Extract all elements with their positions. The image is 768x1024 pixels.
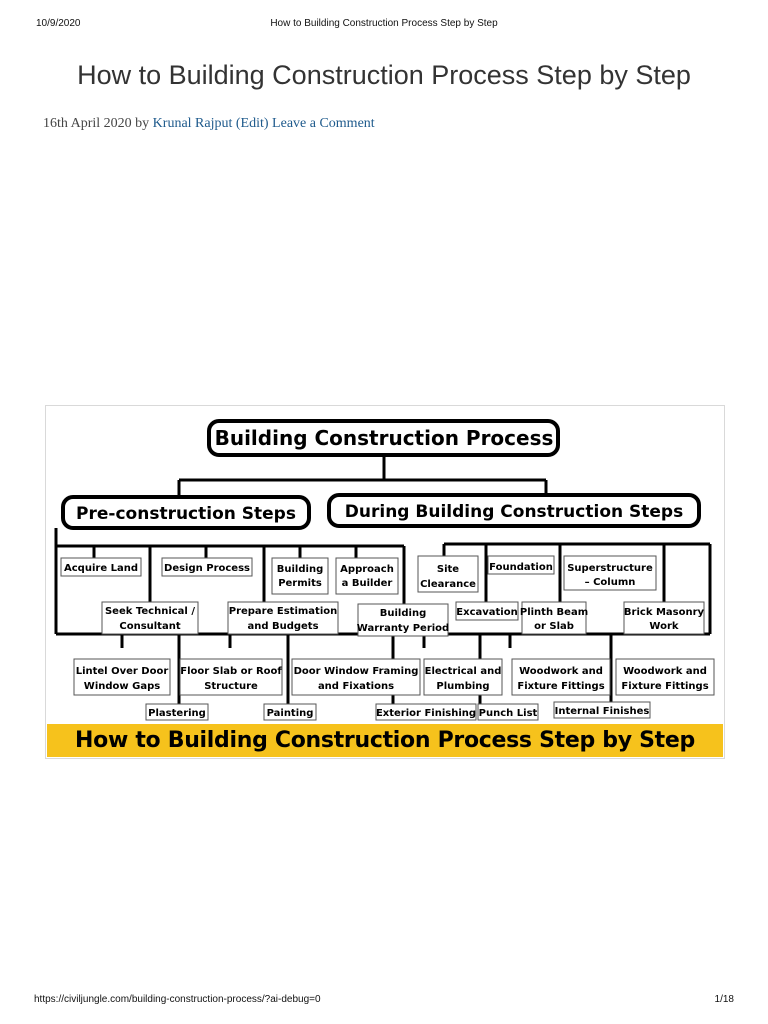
svg-text:Woodwork and: Woodwork and — [623, 666, 707, 677]
during-construction-label: During Building Construction Steps — [344, 502, 684, 522]
node-seek-technical — [102, 602, 198, 634]
node-lintel — [74, 659, 170, 695]
article-meta — [43, 116, 375, 132]
svg-text:a Builder: a Builder — [341, 578, 393, 589]
post-date: 16th April 2020 — [43, 116, 132, 131]
node-foundation — [488, 556, 554, 574]
svg-text:Design Process: Design Process — [164, 563, 250, 574]
pre-construction-label: Pre-construction Steps — [76, 504, 296, 524]
svg-text:Structure: Structure — [204, 681, 258, 692]
node-superstructure — [564, 556, 656, 590]
svg-text:Work: Work — [649, 621, 679, 632]
svg-text:Site: Site — [436, 564, 460, 575]
svg-text:Building: Building — [276, 564, 324, 575]
node-painting — [264, 704, 316, 720]
svg-text:Warranty Period: Warranty Period — [356, 623, 450, 634]
node-site-clearance — [418, 556, 478, 592]
svg-text:– Column: – Column — [584, 577, 636, 588]
page-number: 1/18 — [714, 994, 734, 1005]
svg-text:Foundation: Foundation — [489, 562, 553, 573]
by-label: by — [135, 116, 150, 131]
node-exterior-finishing — [376, 704, 476, 720]
leave-comment-link[interactable]: Leave a Comment — [272, 116, 375, 131]
svg-text:Woodwork and: Woodwork and — [519, 666, 603, 677]
svg-text:Electrical and: Electrical and — [424, 666, 502, 677]
svg-text:Plinth Beam: Plinth Beam — [519, 607, 589, 618]
node-plastering — [146, 704, 208, 720]
svg-text:Prepare Estimation: Prepare Estimation — [228, 606, 338, 617]
edit-link[interactable]: (Edit) — [235, 116, 269, 131]
svg-text:Brick Masonry: Brick Masonry — [623, 607, 705, 618]
svg-text:and Budgets: and Budgets — [247, 621, 319, 632]
construction-process-diagram — [45, 405, 725, 759]
node-plinth-beam — [520, 602, 588, 634]
print-url: https://civiljungle.com/building-construction-process/?ai-debug=0 — [34, 994, 321, 1005]
print-date: 10/9/2020 — [36, 18, 81, 29]
svg-text:Acquire Land: Acquire Land — [64, 563, 138, 574]
step-nodes — [61, 556, 714, 720]
svg-text:Plastering: Plastering — [148, 708, 206, 719]
node-design-process — [162, 558, 252, 576]
print-header-title: How to Building Construction Process Step by Step — [270, 18, 498, 29]
node-building-permits — [272, 558, 328, 594]
svg-text:Plumbing: Plumbing — [436, 681, 490, 692]
svg-text:and Fixations: and Fixations — [317, 681, 395, 692]
svg-text:Consultant: Consultant — [119, 621, 181, 632]
svg-text:Punch List: Punch List — [478, 708, 538, 719]
author-link[interactable]: Krunal Rajput — [152, 116, 233, 131]
svg-text:Lintel Over Door: Lintel Over Door — [75, 666, 169, 677]
svg-text:Approach: Approach — [340, 564, 394, 575]
svg-text:Permits: Permits — [278, 578, 322, 589]
node-excavation — [456, 602, 518, 620]
svg-text:Superstructure: Superstructure — [567, 563, 653, 574]
svg-text:Building: Building — [379, 608, 427, 619]
svg-text:Door Window Framing: Door Window Framing — [293, 666, 419, 677]
svg-text:or Slab: or Slab — [534, 621, 574, 632]
node-brick-masonry — [624, 602, 705, 634]
node-electrical — [424, 659, 502, 695]
node-door-window — [292, 659, 420, 695]
svg-text:Clearance: Clearance — [420, 579, 476, 590]
diagram-canvas — [46, 406, 724, 758]
root-label: Building Construction Process — [214, 426, 554, 450]
node-prepare-estimation — [228, 602, 338, 634]
svg-text:Painting: Painting — [266, 708, 314, 719]
node-woodwork-2 — [616, 659, 714, 695]
svg-text:Internal Finishes: Internal Finishes — [554, 706, 650, 717]
svg-text:Window Gaps: Window Gaps — [83, 681, 161, 692]
node-acquire-land — [61, 558, 141, 576]
svg-text:Exterior Finishing: Exterior Finishing — [375, 708, 477, 719]
svg-text:Floor Slab or Roof: Floor Slab or Roof — [180, 666, 282, 677]
node-warranty-period — [357, 604, 449, 636]
node-woodwork-1 — [512, 659, 610, 695]
diagram-banner: How to Building Construction Process Step by Step — [47, 724, 723, 757]
svg-text:Fixture Fittings: Fixture Fittings — [517, 681, 605, 692]
svg-text:Excavation: Excavation — [456, 607, 518, 618]
svg-text:Seek Technical /: Seek Technical / — [104, 606, 196, 617]
node-punch-list — [478, 704, 538, 720]
page-title: How to Building Construction Process Step by Step — [77, 60, 691, 90]
node-approach-builder — [336, 558, 398, 594]
svg-text:Fixture Fittings: Fixture Fittings — [621, 681, 709, 692]
node-internal-finishes — [554, 702, 650, 718]
node-floor-slab — [180, 659, 282, 695]
